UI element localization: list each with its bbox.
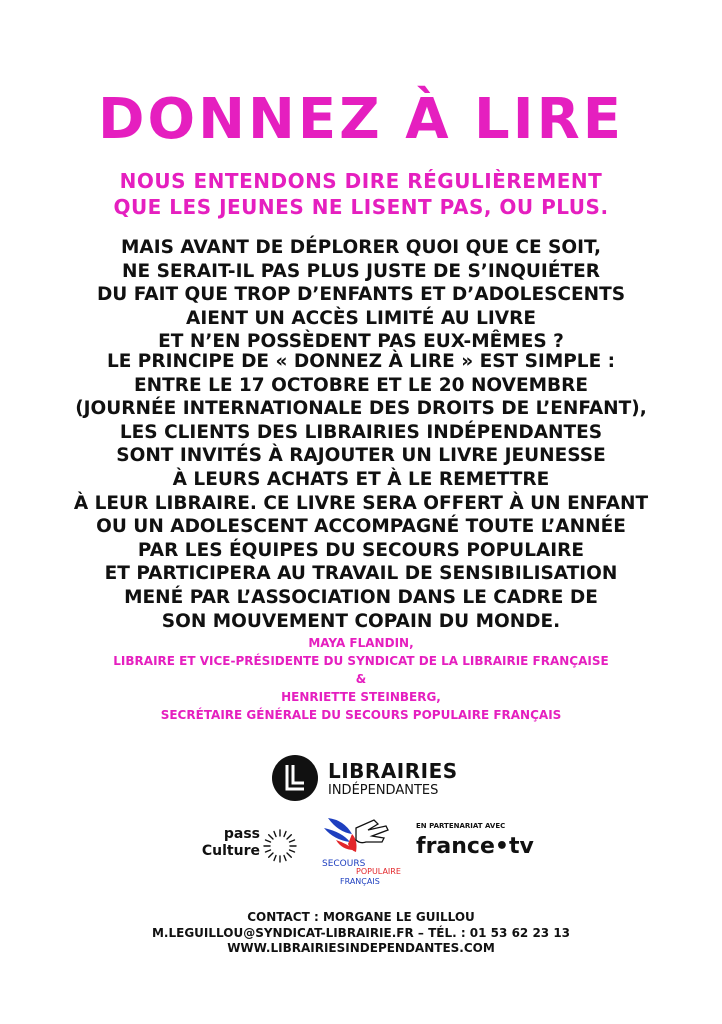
paragraph-line: LES CLIENTS DES LIBRAIRIES INDÉPENDANTES xyxy=(119,421,603,443)
paragraph-line: LE PRINCIPE DE « DONNEZ À LIRE » EST SIMPLE : xyxy=(106,351,616,372)
secours-line2: POPULAIRE xyxy=(356,867,401,876)
signature-line: SECRÉTAIRE GÉNÉRALE DU SECOURS POPULAIRE FRANÇAIS xyxy=(160,708,562,722)
pass-culture-logo xyxy=(200,826,310,866)
signature-line: LIBRAIRE ET VICE-PRÉSIDENTE DU SYNDICAT DE LA LIBRAIRIE FRANÇAISE xyxy=(113,654,609,668)
contact-block xyxy=(0,910,722,957)
paragraph-line: AIENT UN ACCÈS LIMITÉ AU LIVRE xyxy=(186,307,536,329)
librairies-logo xyxy=(272,755,472,805)
secours-wordmark xyxy=(316,856,406,890)
paragraph-line: (JOURNÉE INTERNATIONALE DES DROITS DE L’ENFANT), xyxy=(75,398,647,420)
subtitle-line: NOUS ENTENDONS DIRE RÉGULIÈREMENT xyxy=(119,169,603,193)
paragraph-line: À LEURS ACHATS ET À LE REMETTRE xyxy=(172,468,550,490)
page-title: DONNEZ À LIRE xyxy=(98,87,624,152)
secours-line3: FRANÇAIS xyxy=(340,877,380,886)
paragraph-line: À LEUR LIBRAIRE. CE LIVRE SERA OFFERT À UN ENFANT xyxy=(73,492,649,514)
paragraph-line: ET PARTICIPERA AU TRAVAIL DE SENSIBILISATION xyxy=(104,563,618,585)
paragraph-line: ET N’EN POSSÈDENT PAS EUX-MÊMES ? xyxy=(158,331,564,353)
signature-line: & xyxy=(355,672,367,686)
paragraph-line: MENÉ PAR L’ASSOCIATION DANS LE CADRE DE xyxy=(124,586,598,608)
principle-paragraph xyxy=(0,350,722,633)
winged-hand-icon xyxy=(316,810,406,858)
paragraph-line: SONT INVITÉS À RAJOUTER UN LIVRE JEUNESSE xyxy=(116,445,606,467)
librairies-logo-line2: INDÉPENDANTES xyxy=(328,783,439,798)
france-tv-logo: france•tv xyxy=(416,834,534,859)
intro-paragraph xyxy=(0,236,722,354)
pass-culture-line1: pass xyxy=(223,826,260,842)
signature-line: MAYA FLANDIN, xyxy=(308,636,414,650)
paragraph-line: ENTRE LE 17 OCTOBRE ET LE 20 NOVEMBRE xyxy=(134,374,588,396)
paragraph-line: NE SERAIT-IL PAS PLUS JUSTE DE S’INQUIÉTER xyxy=(122,260,600,282)
paragraph-line: MAIS AVANT DE DÉPLORER QUOI QUE CE SOIT, xyxy=(121,237,601,258)
librairies-logo-line1: LIBRAIRIES xyxy=(328,759,458,783)
paragraph-line: SON MOUVEMENT COPAIN DU MONDE. xyxy=(161,610,561,632)
paragraph-line: OU UN ADOLESCENT ACCOMPAGNÉ TOUTE L’ANNÉE xyxy=(96,516,626,538)
contact-line: CONTACT : MORGANE LE GUILLOU xyxy=(247,910,475,924)
secours-populaire-logo xyxy=(316,810,406,890)
subtitle-line: QUE LES JEUNES NE LISENT PAS, OU PLUS. xyxy=(113,195,609,219)
contact-website: WWW.LIBRAIRIESINDEPENDANTES.COM xyxy=(227,941,495,955)
signatures xyxy=(0,634,722,724)
signature-line: HENRIETTE STEINBERG, xyxy=(281,690,441,704)
partner-logo xyxy=(416,822,536,872)
secours-line1: SECOURS xyxy=(322,859,366,869)
partner-label: EN PARTENARIAT AVEC xyxy=(416,822,506,830)
contact-email-phone: M.LEGUILLOU@SYNDICAT-LIBRAIRIE.FR – TÉL. : 01 53 62 23 13 xyxy=(151,925,571,940)
sunburst-icon xyxy=(260,826,300,866)
pass-culture-line2: Culture xyxy=(201,843,260,859)
paragraph-line: PAR LES ÉQUIPES DU SECOURS POPULAIRE xyxy=(137,539,585,561)
ll-circle-logo-icon xyxy=(272,755,318,801)
paragraph-line: DU FAIT QUE TROP D’ENFANTS ET D’ADOLESCENTS xyxy=(96,284,626,306)
subtitle xyxy=(0,168,722,220)
